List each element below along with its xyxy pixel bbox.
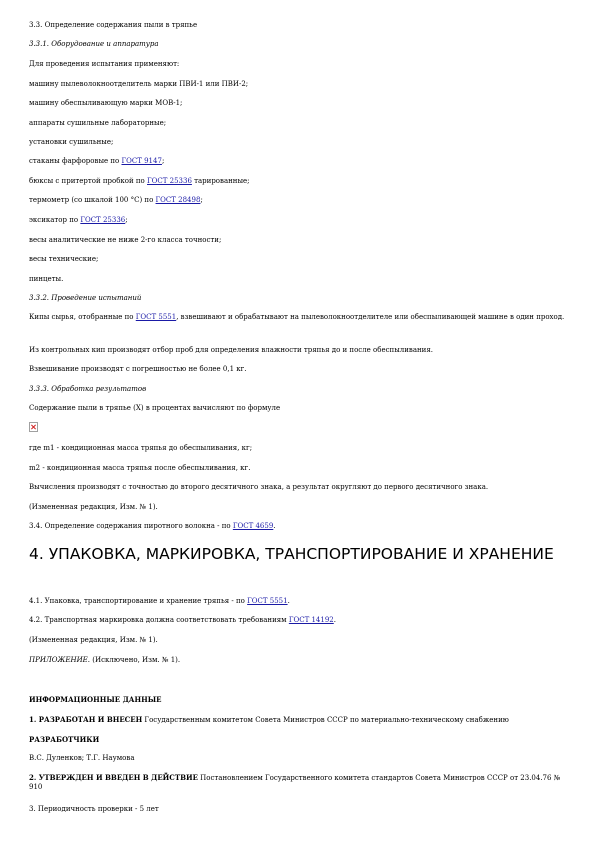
developers-title: РАЗРАБОТЧИКИ (29, 735, 100, 744)
equipment-item-exsiccator (29, 216, 569, 225)
section-4-2 (29, 616, 569, 625)
equipment-item: весы технические; (29, 255, 99, 263)
section-4-heading: 4. УПАКОВКА, МАРКИРОВКА, ТРАНСПОРТИРОВАНИЕ И ХРАНЕНИЕ (29, 545, 554, 563)
equipment-intro: Для проведения испытания применяют: (29, 60, 180, 68)
gost-link[interactable]: ГОСТ 5551 (135, 313, 177, 321)
formula-intro: Содержание пыли в тряпье (X) в процентах вычисляют по формуле (29, 404, 281, 412)
text: . (287, 597, 290, 605)
info-item-3: 3. Периодичность проверки - 5 лет (29, 805, 159, 813)
gost-link[interactable]: ГОСТ 25336 (147, 177, 192, 185)
info-title: ИНФОРМАЦИОННЫЕ ДАННЫЕ (29, 695, 162, 704)
text: (Исключено, Изм. № 1). (90, 656, 181, 664)
section-3-4 (29, 522, 569, 531)
appendix-note (29, 656, 569, 665)
broken-image-icon (29, 422, 38, 432)
gost-link[interactable]: ГОСТ 4659 (232, 522, 274, 530)
equipment-item-thermometer (29, 196, 569, 205)
gost-link[interactable]: ГОСТ 9147 (121, 157, 162, 165)
text: . (273, 522, 276, 530)
gost-link[interactable]: ГОСТ 25336 (80, 216, 126, 224)
text: ; (200, 196, 203, 204)
text: эксикатор по (29, 216, 81, 224)
developers-names: В.С. Дуленков; Т.Г. Наумова (29, 754, 135, 762)
equipment-item: установки сушильные; (29, 138, 114, 146)
calculation-note: Вычисления производят с точностью до второго десятичного знака, а результат округляют до первого десятичного знака. (29, 483, 489, 491)
text: 4.2. Транспортная маркировка должна соответствовать требованиям (29, 616, 289, 624)
test-paragraph (29, 313, 569, 322)
samples-paragraph: Из контрольных кип производят отбор проб для определения влажности тряпья до и после обеспыливания. (29, 346, 433, 354)
text: Государственным комитетом Совета Министров СССР по материально-техническому снабжению (142, 716, 509, 724)
text: Кипы сырья, отобранные по (29, 313, 136, 321)
section-4-1 (29, 597, 569, 606)
test-subtitle: 3.3.2. Проведение испытаний (29, 294, 142, 302)
equipment-subtitle: 3.3.1. Оборудование и аппаратура (29, 40, 159, 48)
text: 3.4. Определение содержания пиротного волокна - по (29, 522, 233, 530)
text: тарированные; (191, 177, 250, 185)
info-item-label: 2. УТВЕРЖДЕН И ВВЕДЕН В ДЕЙСТВИЕ (29, 773, 198, 782)
text: 4.1. Упаковка, транспортирование и хранение тряпья - по (29, 597, 248, 605)
revision-note: (Измененная редакция, Изм. № 1). (29, 636, 158, 644)
equipment-item: пинцеты. (29, 275, 64, 283)
text: термометр (со шкалой 100 °С) по (29, 196, 156, 204)
appendix-label: ПРИЛОЖЕНИЕ. (29, 656, 91, 664)
text: Постановлением Государственного комитета стандартов Совета Министров СССР от 23.04.76 № 910 (29, 774, 561, 791)
equipment-item-bottles (29, 177, 569, 186)
info-item-label: 1. РАЗРАБОТАН И ВНЕСЕН (29, 715, 143, 724)
info-item-2 (29, 773, 569, 792)
m1-definition: где m1 - кондиционная масса тряпья до обеспыливания, кг; (29, 444, 253, 452)
processing-subtitle: 3.3.3. Обработка результатов (29, 385, 147, 393)
equipment-item: аппараты сушильные лабораторные; (29, 119, 167, 127)
text: стаканы фарфоровые по (29, 157, 122, 165)
text: бюксы с притертой пробкой по (29, 177, 147, 185)
text: , взвешивают и обрабатывают на пылеволокноотделителе или обеспыливающей машине в один проход. (176, 313, 565, 321)
equipment-item-cups (29, 157, 569, 166)
equipment-item: весы аналитические не ниже 2-го класса точности; (29, 236, 222, 244)
weighing-paragraph: Взвешивание производят с погрешностью не более 0,1 кг. (29, 365, 247, 373)
gost-link[interactable]: ГОСТ 14192 (288, 616, 334, 624)
equipment-item: машину пылеволокноотделитель марки ПВИ-1 или ПВИ-2; (29, 80, 249, 88)
gost-link[interactable]: ГОСТ 28498 (155, 196, 201, 204)
text: ; (125, 216, 128, 224)
text: . (333, 616, 336, 624)
info-item-1 (29, 715, 569, 725)
text: ; (161, 157, 165, 165)
revision-note: (Измененная редакция, Изм. № 1). (29, 503, 158, 511)
gost-link[interactable]: ГОСТ 5551 (247, 597, 288, 605)
section-3-3-title: 3.3. Определение содержания пыли в тряпье (29, 21, 198, 29)
equipment-item: машину обеспыливающую марки МОВ-1; (29, 99, 183, 107)
m2-definition: m2 - кондиционная масса тряпья после обеспыливания, кг. (29, 464, 251, 472)
